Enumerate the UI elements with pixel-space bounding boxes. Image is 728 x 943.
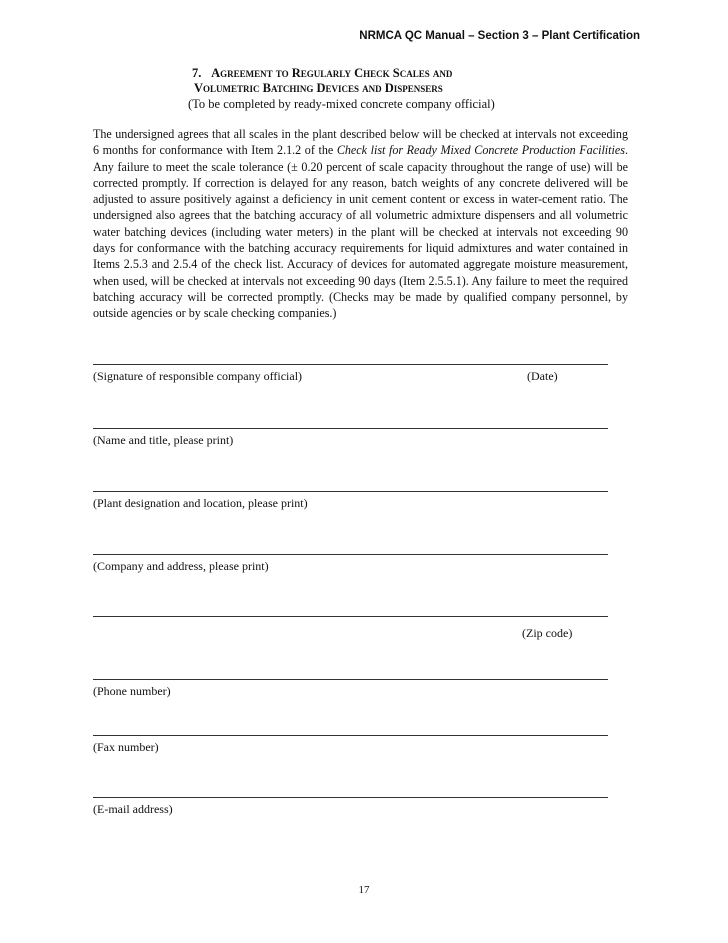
email-label: (E-mail address) [93, 802, 173, 816]
address-field[interactable] [93, 616, 608, 640]
company-line [93, 554, 608, 555]
email-line [93, 797, 608, 798]
name-title-label: (Name and title, please print) [93, 433, 234, 447]
subtitle: (To be completed by ready-mixed concrete company official) [188, 97, 495, 111]
name-title-line [93, 428, 608, 429]
agreement-paragraph [93, 126, 628, 322]
section-title [192, 66, 452, 96]
plant-line [93, 491, 608, 492]
name-title-field[interactable] [93, 428, 608, 448]
plant-field[interactable] [93, 491, 608, 511]
title-text-2: Volumetric Batching Devices and Dispensers [194, 81, 443, 95]
signature-line [93, 364, 608, 365]
title-line-1 [192, 66, 452, 81]
title-line-2 [192, 81, 452, 96]
section-number: 7. [192, 66, 202, 80]
fax-field[interactable] [93, 735, 608, 755]
body-text-part-2: . Any failure to meet the scale tolerance (± 0.20 percent of scale capacity throughout the range of use) will be corrected promptly. If correction is delayed for any reason, batch weights of any concrete delivered will be adjusted to assure positively against a deficiency in unit cement content or excess in water-cement ratio. The undersigned also agrees that the batching accuracy of all volumetric admixture dispensers and all volumetric water batching devices (including water meters) in the plant will be checked at intervals not exceeding 90 days for conformance with the batching accuracy requirements for liquid admixtures and water contained in Items 2.5.3 and 2.5.4 of the check list. Accuracy of devices for automated aggregate moisture measurement, when used, will be checked at intervals not exceeding 90 days (Item 2.5.5.1). Any failure to meet the required batching accuracy will be corrected promptly. (Checks may be made by qualified company personnel, by outside agencies or by scale checking companies.) [93, 143, 628, 321]
fax-line [93, 735, 608, 736]
company-field[interactable] [93, 554, 608, 574]
title-text-1: Agreement to Regularly Check Scales and [211, 66, 453, 80]
signature-field[interactable] [93, 364, 608, 384]
email-field[interactable] [93, 797, 608, 817]
signature-label: (Signature of responsible company official) [93, 369, 303, 383]
phone-label: (Phone number) [93, 684, 171, 698]
running-header: NRMCA QC Manual – Section 3 – Plant Certification [359, 30, 640, 42]
fax-label: (Fax number) [93, 740, 159, 754]
phone-line [93, 679, 608, 680]
plant-label: (Plant designation and location, please print) [93, 496, 308, 510]
page-number: 17 [358, 884, 370, 896]
checklist-title: Check list for Ready Mixed Concrete Production Facilities [336, 143, 625, 158]
address-line [93, 616, 608, 617]
company-label: (Company and address, please print) [93, 559, 269, 573]
body-text-part-1: The undersigned agrees that all scales in the plant described below will be checked at intervals not exceeding 6 months for conformance with Item 2.1.2 of the [93, 127, 628, 158]
zip-label: (Zip code) [522, 626, 573, 640]
date-label: (Date) [527, 369, 558, 383]
phone-field[interactable] [93, 679, 608, 699]
